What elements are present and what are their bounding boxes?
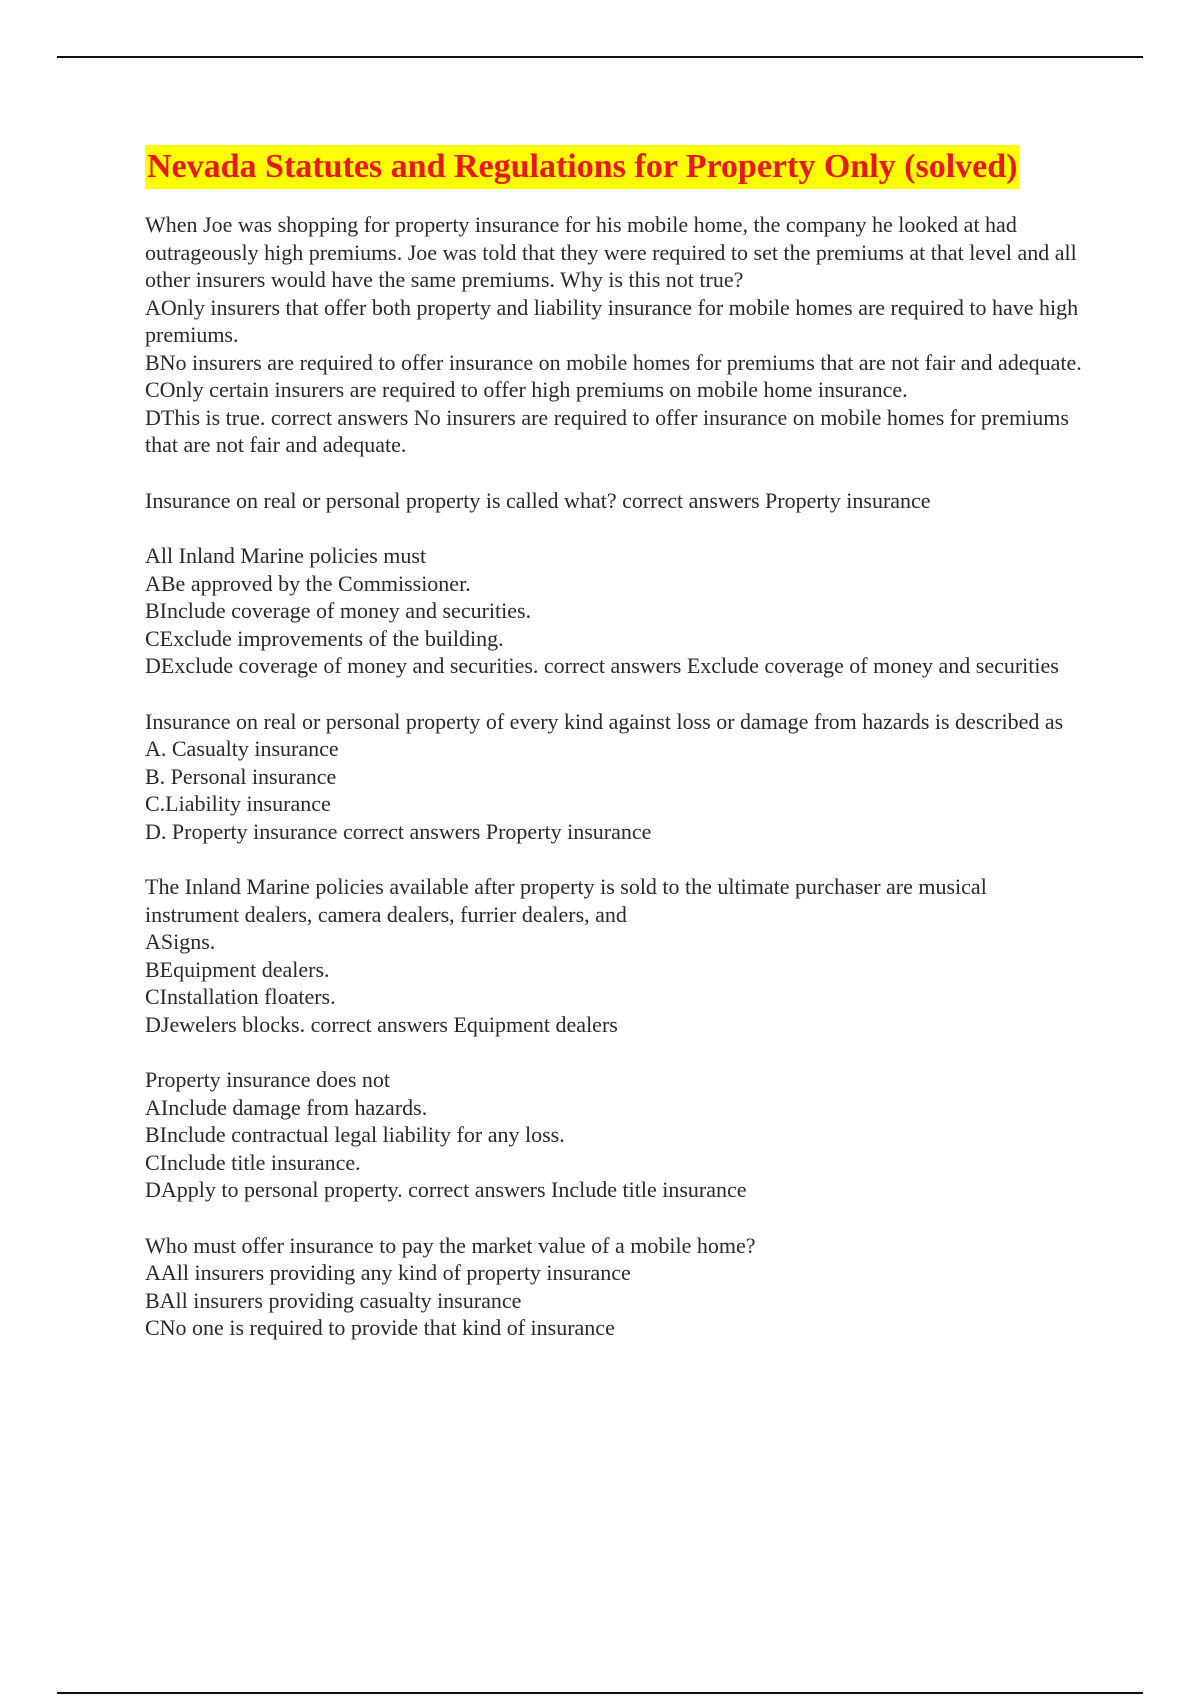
question-text: When Joe was shopping for property insurance for his mobile home, the company he looked at had outrageously high premiums. Joe was told that they were required to set the premiums at that level and all other insurers would have the same premiums. Why is this not true? — [145, 212, 1077, 292]
footer-rule — [57, 1692, 1143, 1694]
answer-option: ASigns. — [145, 929, 216, 954]
answer-option: BInclude contractual legal liability for any loss. — [145, 1122, 565, 1147]
question-block — [145, 487, 1085, 515]
answer-option: AOnly insurers that offer both property and liability insurance for mobile homes are required to have high premiums. — [145, 294, 1079, 347]
question-block — [145, 708, 1085, 846]
document-body — [145, 145, 1085, 1370]
question-block — [145, 211, 1085, 459]
question-text: The Inland Marine policies available after property is sold to the ultimate purchaser are musical instrument dealers, camera dealers, furrier dealers, and — [145, 874, 987, 927]
answer-option: DJewelers blocks. correct answers Equipment dealers — [145, 1011, 618, 1037]
answer-option: CInclude title insurance. — [145, 1149, 361, 1175]
answer-option: DExclude coverage of money and securities. correct answers Exclude coverage of money and securities — [145, 653, 1059, 678]
question-block — [145, 1232, 1085, 1342]
answer-option: A. Casualty insurance — [145, 736, 339, 761]
answer-option: C.Liability insurance — [145, 791, 331, 816]
question-block — [145, 873, 1085, 1038]
answer-option: AInclude damage from hazards. — [145, 1094, 428, 1120]
question-block — [145, 1066, 1085, 1204]
question-block — [145, 542, 1085, 680]
question-text: Property insurance does not — [145, 1067, 390, 1092]
question-text: Insurance on real or personal property is called what? correct answers Property insurance — [145, 487, 931, 513]
answer-option: BNo insurers are required to offer insurance on mobile homes for premiums that are not fair and adequate. — [145, 349, 1082, 375]
header-rule — [57, 56, 1143, 58]
answer-option: B. Personal insurance — [145, 763, 337, 789]
answer-option: BInclude coverage of money and securities. — [145, 598, 532, 623]
answer-option: DApply to personal property. correct answers Include title insurance — [145, 1177, 747, 1202]
answer-option: D. Property insurance correct answers Property insurance — [145, 818, 652, 844]
answer-option: ABe approved by the Commissioner. — [145, 570, 471, 596]
answer-option: CNo one is required to provide that kind of insurance — [145, 1315, 615, 1340]
answer-option: BEquipment dealers. — [145, 956, 330, 982]
answer-option: COnly certain insurers are required to offer high premiums on mobile home insurance. — [145, 377, 908, 402]
question-text: All Inland Marine policies must — [145, 543, 427, 568]
answer-option: BAll insurers providing casualty insurance — [145, 1287, 522, 1313]
answer-option: AAll insurers providing any kind of property insurance — [145, 1260, 631, 1285]
answer-option: DThis is true. correct answers No insurers are required to offer insurance on mobile homes for premiums that are not fair and adequate. — [145, 404, 1069, 457]
answer-option: CExclude improvements of the building. — [145, 625, 504, 651]
answer-option: CInstallation floaters. — [145, 984, 336, 1009]
question-text: Insurance on real or personal property of every kind against loss or damage from hazards is described as — [145, 708, 1064, 734]
question-text: Who must offer insurance to pay the market value of a mobile home? — [145, 1232, 756, 1258]
document-title: Nevada Statutes and Regulations for Property Only (solved) — [145, 145, 1019, 189]
